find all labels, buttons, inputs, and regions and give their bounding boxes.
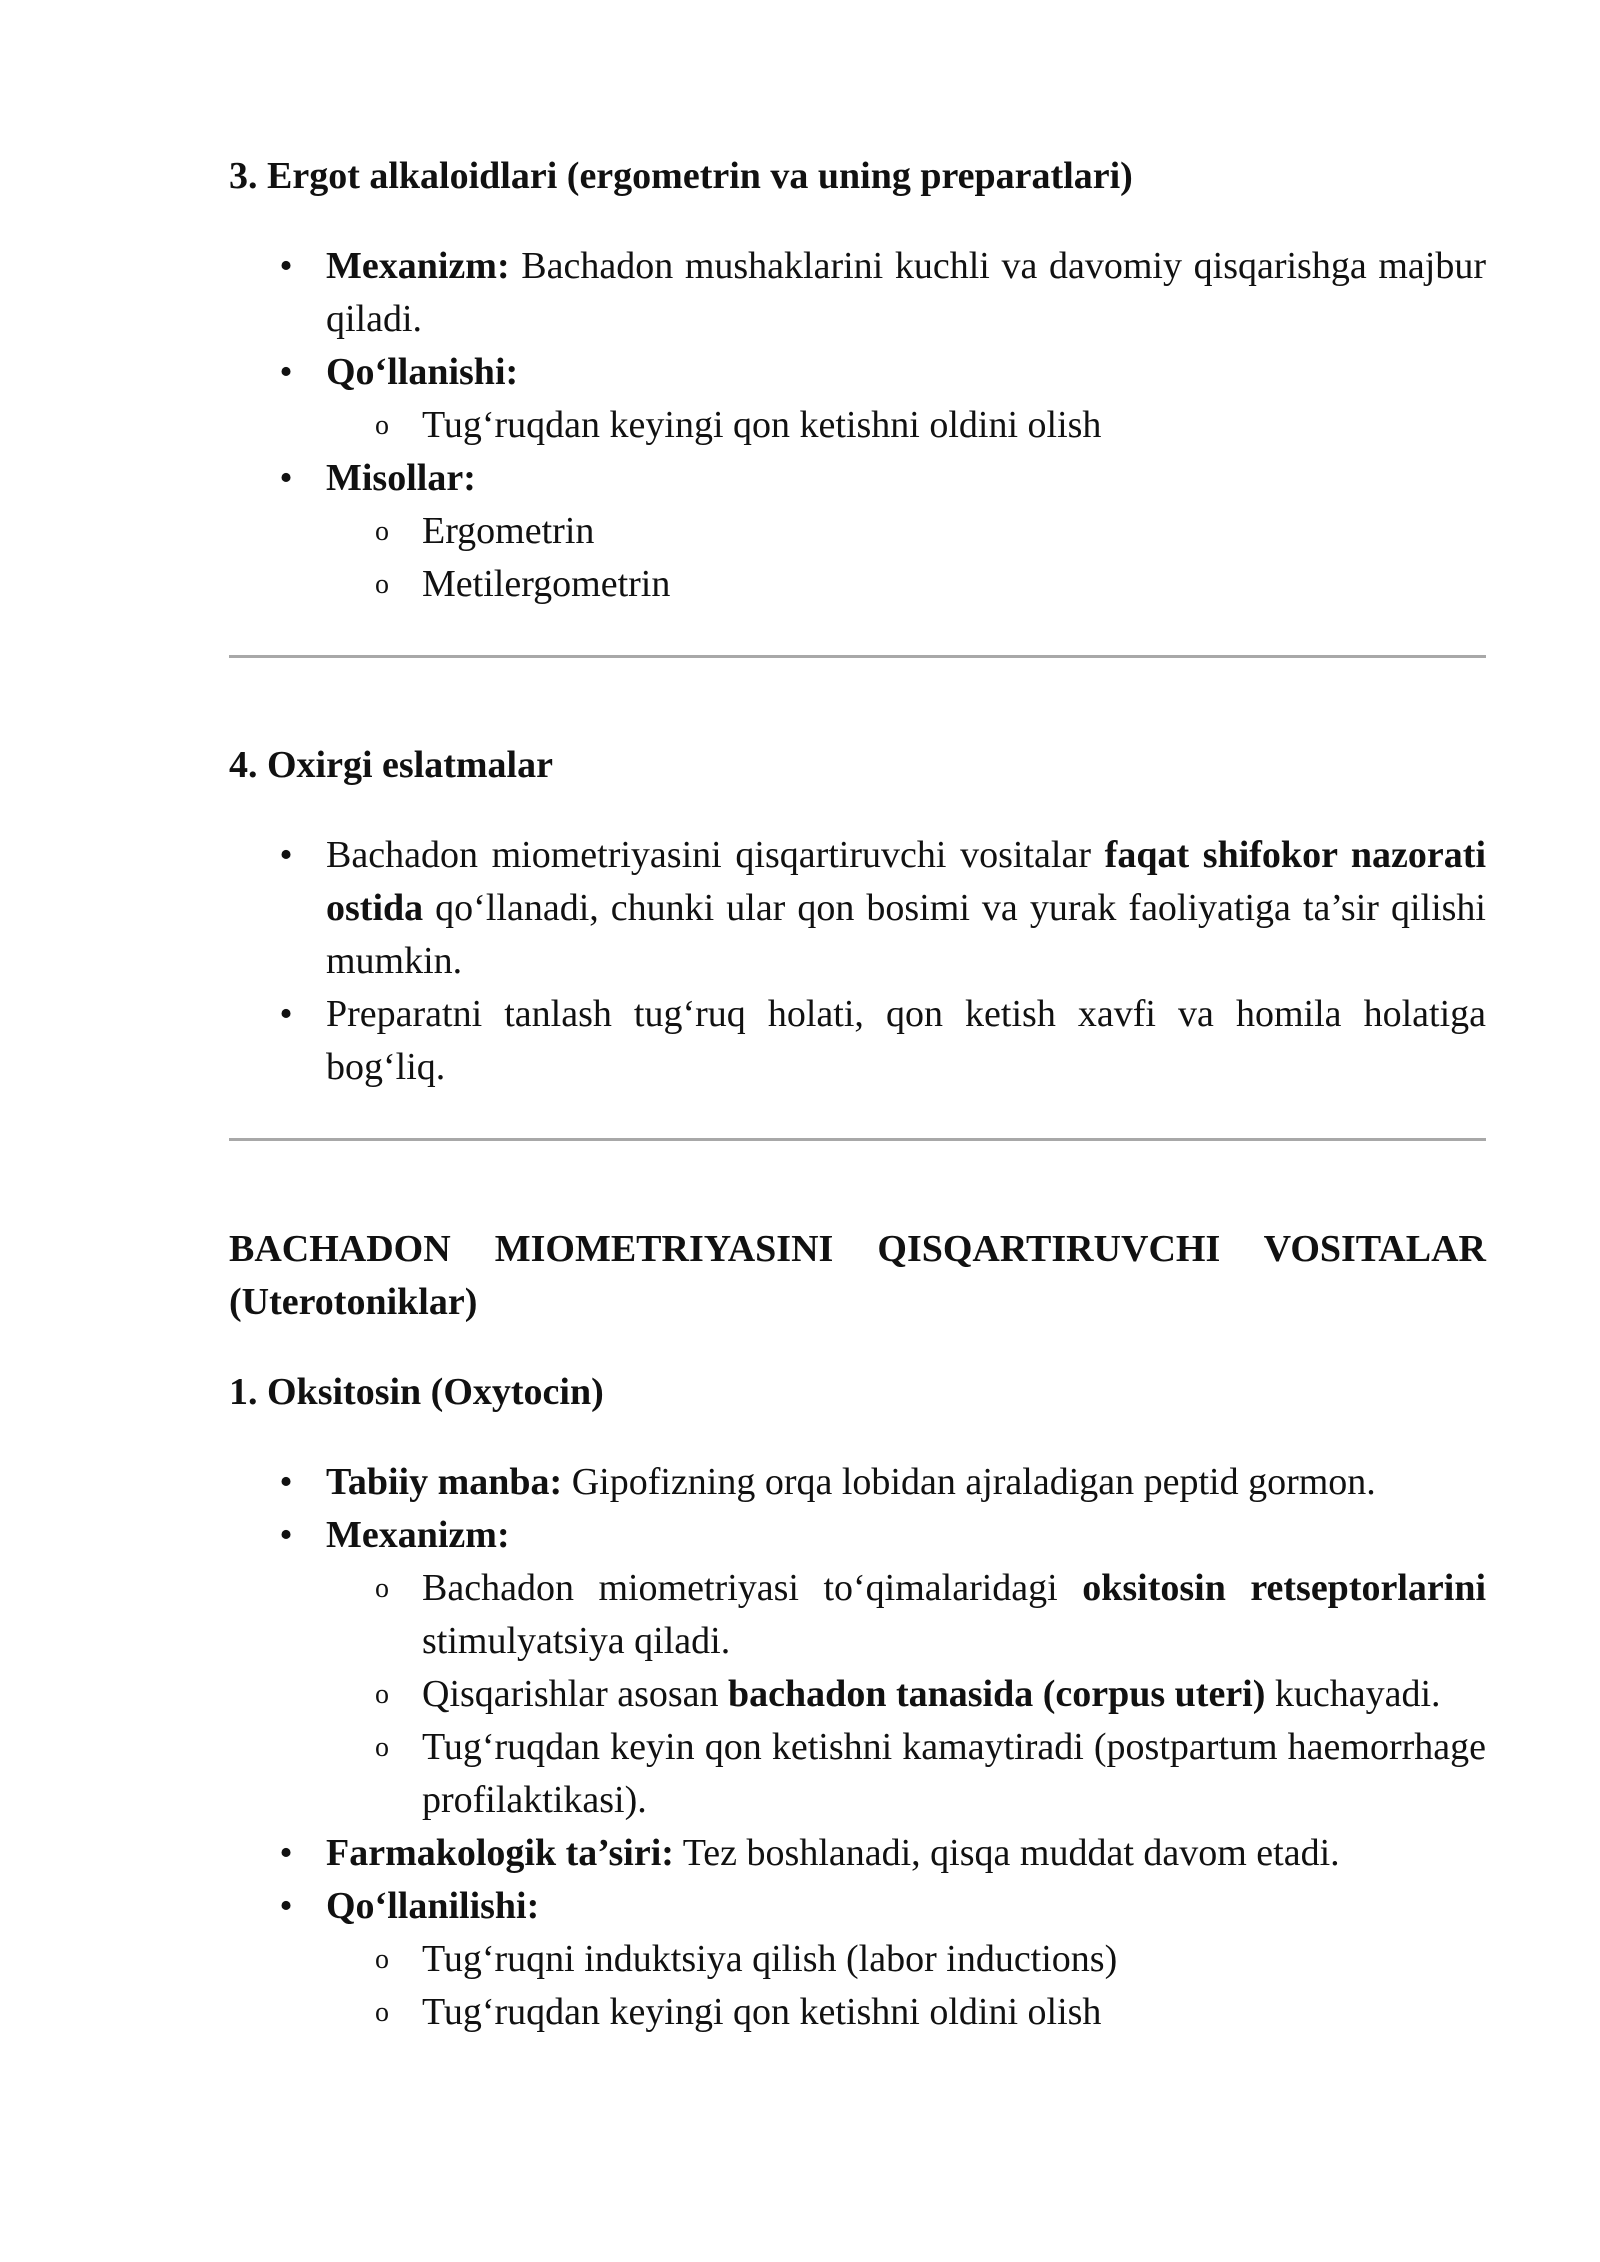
bullet-icon: •	[279, 457, 293, 499]
horizontal-divider	[229, 655, 1486, 658]
usage-label: Qo‘llanilishi:	[326, 1885, 540, 1927]
sub-bullet-icon: o	[375, 516, 389, 547]
sub-list-item	[326, 399, 1486, 452]
sub-bullet-icon: o	[375, 1732, 389, 1763]
section-3-list	[229, 240, 1486, 611]
mechanism-item-1-end: stimulyatsiya qiladi.	[422, 1620, 731, 1662]
sub-bullet-icon: o	[375, 410, 389, 441]
bullet-icon: •	[279, 993, 293, 1035]
sub-list-item	[326, 1986, 1486, 2039]
sub-list-item	[326, 505, 1486, 558]
bullet-icon: •	[279, 1461, 293, 1503]
sub-list-item	[326, 1721, 1486, 1827]
mechanism-label: Mexanizm:	[326, 1514, 510, 1556]
bullet-icon: •	[279, 351, 293, 393]
bullet-icon: •	[279, 1832, 293, 1874]
note-1-bold: faqat shifokor nazorati ostida	[326, 834, 1487, 929]
note-2-text: Preparatni tanlash tug‘ruq holati, qon ketish xavfi va homila holatiga bog‘liq.	[326, 993, 1486, 1088]
note-1-text-end: qo‘llanadi, chunki ular qon bosimi va yurak faoliyatiga ta’sir qilishi mumkin.	[326, 887, 1486, 982]
mechanism-item-3: Tug‘ruqdan keyin qon ketishni kamaytiradi (postpartum haemorrhage profilaktikasi).	[422, 1726, 1486, 1821]
example-item: Metilergometrin	[422, 563, 671, 605]
pharmacology-text: Tez boshlanadi, qisqa muddat davom etadi.	[673, 1832, 1340, 1874]
usage-label: Qo‘llanishi:	[326, 351, 519, 393]
examples-label: Misollar:	[326, 457, 476, 499]
document-page	[229, 150, 1486, 2039]
bullet-icon: •	[279, 834, 293, 876]
mechanism-item-1-bold: oksitosin retseptorlarini	[1082, 1567, 1487, 1609]
mechanism-sublist	[229, 1562, 1486, 1827]
section-4-list	[229, 829, 1486, 1094]
usage-item: Tug‘ruqni induktsiya qilish (labor inductions)	[422, 1938, 1118, 1980]
list-item	[229, 1827, 1486, 1880]
bullet-icon: •	[279, 1514, 293, 1556]
list-item	[229, 452, 1486, 611]
list-item	[229, 829, 1486, 988]
list-item	[229, 240, 1486, 346]
list-item	[229, 1456, 1486, 1509]
note-1-text: Bachadon miometriyasini qisqartiruvchi vositalar	[326, 834, 1105, 876]
list-item	[229, 1880, 1486, 2039]
main-title: BACHADON MIOMETRIYASINI QISQARTIRUVCHI VOSITALAR (Uterotoniklar)	[229, 1228, 1486, 1323]
sub-list-item	[326, 1933, 1486, 1986]
sub-list-item	[326, 1668, 1486, 1721]
example-item: Ergometrin	[422, 510, 595, 552]
source-label: Tabiiy manba:	[326, 1461, 563, 1503]
section-4-heading: 4. Oxirgi eslatmalar	[229, 744, 553, 786]
examples-sublist	[229, 505, 1486, 611]
sub-bullet-icon: o	[375, 1679, 389, 1710]
mechanism-item-2: Qisqarishlar asosan	[422, 1673, 729, 1715]
mechanism-label: Mexanizm:	[326, 245, 510, 287]
list-item	[229, 346, 1486, 452]
source-text: Gipofizning orqa lobidan ajraladigan peptid gormon.	[562, 1461, 1376, 1503]
sub-bullet-icon: o	[375, 569, 389, 600]
sub-heading: 1. Oksitosin (Oxytocin)	[229, 1371, 604, 1413]
sub-list-item	[326, 558, 1486, 611]
horizontal-divider	[229, 1138, 1486, 1141]
sub-bullet-icon: o	[375, 1944, 389, 1975]
usage-sublist	[229, 1933, 1486, 2039]
mechanism-item-1: Bachadon miometriyasi to‘qimalaridagi	[422, 1567, 1083, 1609]
usage-item: Tug‘ruqdan keyingi qon ketishni oldini olish	[422, 1991, 1102, 2033]
bullet-icon: •	[279, 1885, 293, 1927]
sub-bullet-icon: o	[375, 1997, 389, 2028]
mechanism-text: Bachadon mushaklarini kuchli va davomiy qisqarishga majbur qiladi.	[326, 245, 1486, 340]
usage-item: Tug‘ruqdan keyingi qon ketishni oldini olish	[422, 404, 1102, 446]
oxytocin-list	[229, 1456, 1486, 2039]
sub-list-item	[326, 1562, 1486, 1668]
mechanism-item-2-end: kuchayadi.	[1265, 1673, 1441, 1715]
list-item	[229, 988, 1486, 1094]
mechanism-item-2-bold: bachadon tanasida (corpus uteri)	[728, 1673, 1266, 1715]
pharmacology-label: Farmakologik ta’siri:	[326, 1832, 674, 1874]
bullet-icon: •	[279, 245, 293, 287]
section-3-heading: 3. Ergot alkaloidlari (ergometrin va uning preparatlari)	[229, 155, 1133, 197]
list-item	[229, 1509, 1486, 1827]
sub-bullet-icon: o	[375, 1573, 389, 1604]
usage-sublist	[229, 399, 1486, 452]
